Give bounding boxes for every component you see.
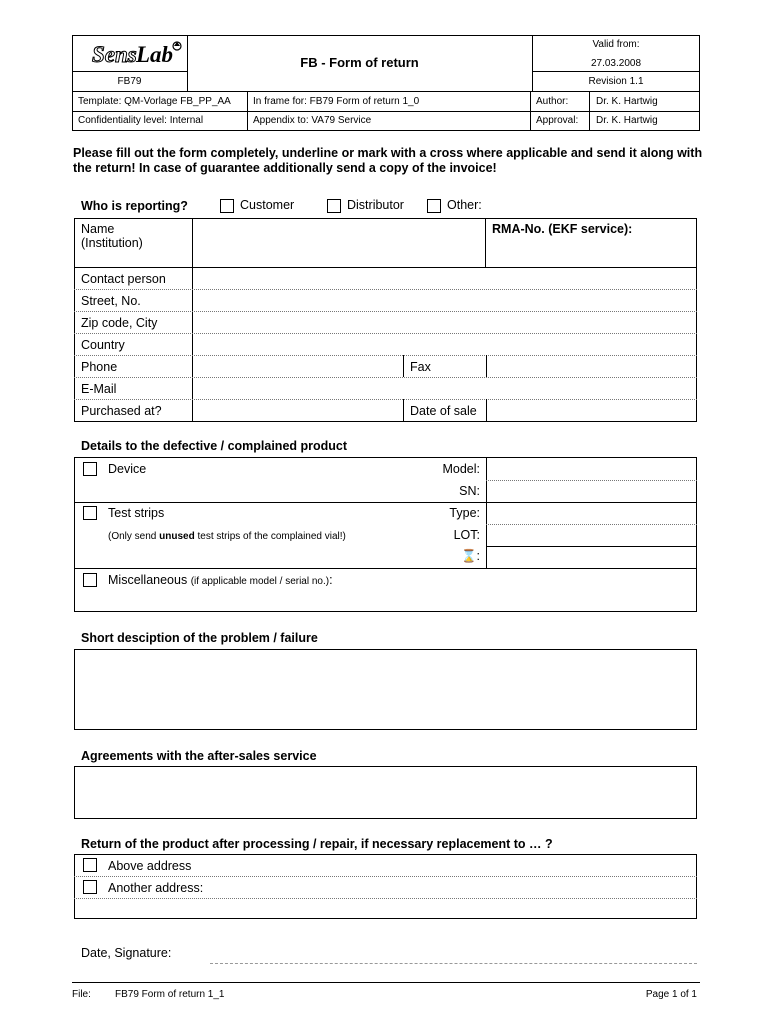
date-of-sale-label: Date of sale	[410, 404, 477, 418]
problem-heading: Short desciption of the problem / failure	[81, 631, 318, 645]
zip-city-label: Zip code, City	[81, 316, 158, 330]
street-field[interactable]	[193, 290, 697, 311]
test-strips-label: Test strips	[108, 506, 165, 520]
note-suffix: test strips of the complained vial!)	[194, 531, 346, 542]
logo-text-sens: Sens	[92, 42, 137, 67]
type-field[interactable]	[487, 503, 697, 524]
expiry-colon: :	[476, 549, 480, 563]
phone-field[interactable]	[193, 356, 403, 377]
document-id: FB79	[117, 76, 142, 87]
miscellaneous-checkbox[interactable]	[83, 573, 97, 587]
in-frame-for: In frame for: FB79 Form of return 1_0	[253, 96, 420, 107]
note-prefix: (Only send	[108, 531, 160, 542]
miscellaneous-label	[108, 573, 333, 587]
hourglass-icon: ⌛	[460, 549, 477, 563]
contact-person-label: Contact person	[81, 272, 166, 286]
above-address-checkbox[interactable]	[83, 858, 97, 872]
purchased-at-field[interactable]	[193, 400, 403, 421]
expiry-label	[410, 549, 480, 564]
fax-label: Fax	[410, 360, 431, 374]
valid-from-date: 27.03.2008	[590, 58, 642, 69]
zip-city-field[interactable]	[193, 312, 697, 333]
another-address-label: Another address:	[108, 881, 204, 895]
expiry-field[interactable]	[487, 547, 697, 568]
test-strips-note	[108, 531, 346, 542]
misc-note: (if applicable model / serial no.)	[190, 576, 330, 587]
fax-field[interactable]	[487, 356, 697, 377]
customer-checkbox[interactable]	[220, 199, 234, 213]
sn-label: SN:	[459, 484, 480, 498]
name-label: Name	[81, 222, 115, 236]
revision: Revision 1.1	[588, 76, 644, 87]
company-logo	[88, 38, 184, 68]
other-checkbox[interactable]	[427, 199, 441, 213]
sn-field[interactable]	[487, 481, 697, 502]
return-heading: Return of the product after processing / repair, if necessary replacement to … ?	[81, 837, 553, 851]
contact-person-field[interactable]	[193, 268, 697, 289]
signature-field[interactable]	[210, 944, 697, 964]
valid-from-label: Valid from:	[592, 39, 640, 50]
rma-label: RMA-No. (EKF service):	[492, 222, 633, 236]
distributor-option-label: Distributor	[347, 198, 404, 212]
lot-field[interactable]	[487, 525, 697, 546]
instructions-text: Please fill out the form completely, underline or mark with a cross where applicable and send it along with the return! In case of guarantee additionally send a copy of the invoice!	[73, 146, 703, 175]
form-title: FB - Form of return	[300, 55, 419, 70]
test-strips-checkbox[interactable]	[83, 506, 97, 520]
email-field[interactable]	[193, 378, 697, 399]
footer-file-label: File:	[72, 989, 91, 1000]
author-name: Dr. K. Hartwig	[596, 96, 658, 107]
other-option-label: Other:	[447, 198, 482, 212]
problem-description-field[interactable]	[74, 649, 697, 730]
date-of-sale-field[interactable]	[487, 400, 697, 421]
logo-text-lab: Lab	[136, 42, 174, 67]
appendix-ref: Appendix to: VA79 Service	[253, 115, 372, 126]
device-checkbox[interactable]	[83, 462, 97, 476]
template-ref: Template: QM-Vorlage FB_PP_AA	[78, 96, 231, 107]
another-address-checkbox[interactable]	[83, 880, 97, 894]
misc-colon: :	[329, 573, 333, 587]
note-unused: unused	[159, 531, 195, 542]
agreements-heading: Agreements with the after-sales service	[81, 749, 317, 763]
misc-label-text: Miscellaneous	[108, 573, 188, 587]
product-heading: Details to the defective / complained product	[81, 439, 348, 453]
signature-label: Date, Signature:	[81, 946, 172, 960]
model-field[interactable]	[487, 458, 697, 480]
model-label: Model:	[442, 462, 480, 476]
device-label: Device	[108, 462, 147, 476]
customer-option-label: Customer	[240, 198, 295, 212]
lot-label: LOT:	[453, 528, 480, 542]
street-label: Street, No.	[81, 294, 141, 308]
approval-name: Dr. K. Hartwig	[596, 115, 658, 126]
type-label: Type:	[449, 506, 480, 520]
distributor-checkbox[interactable]	[327, 199, 341, 213]
name-field[interactable]	[193, 219, 484, 267]
agreements-field[interactable]	[74, 766, 697, 819]
approval-label: Approval:	[536, 115, 579, 126]
footer-file-name: FB79 Form of return 1_1	[115, 989, 225, 1000]
country-field[interactable]	[193, 334, 697, 355]
country-label: Country	[81, 338, 125, 352]
footer-page-number: Page 1 of 1	[645, 989, 697, 1000]
purchased-at-label: Purchased at?	[81, 404, 162, 418]
institution-label: (Institution)	[81, 236, 143, 250]
reporter-label: Who is reporting?	[81, 199, 188, 213]
above-address-label: Above address	[108, 859, 192, 873]
author-label: Author:	[536, 96, 569, 107]
confidentiality-level: Confidentiality level: Internal	[78, 115, 204, 126]
email-label: E-Mail	[81, 382, 117, 396]
another-address-field[interactable]	[215, 877, 697, 917]
phone-label: Phone	[81, 360, 118, 374]
